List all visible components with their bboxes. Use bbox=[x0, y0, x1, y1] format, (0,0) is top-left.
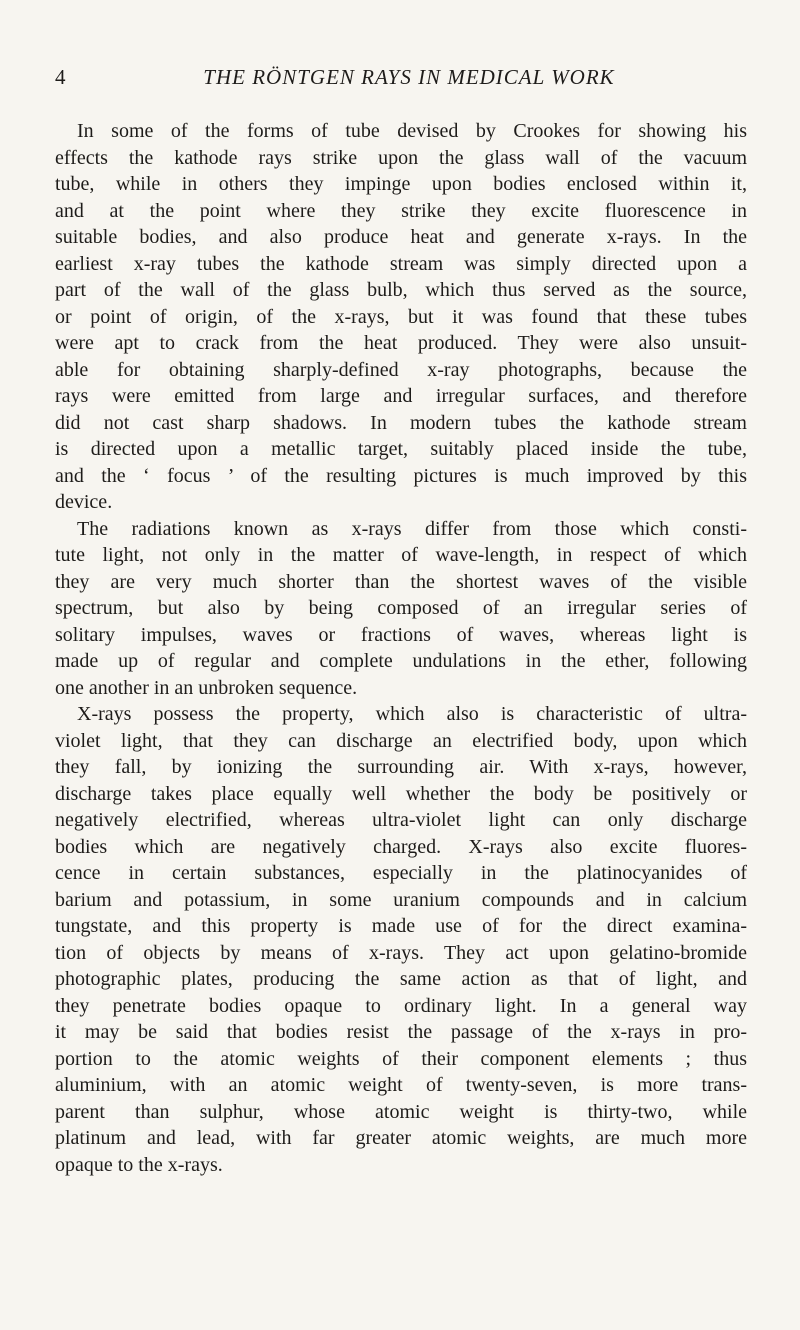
text-line: photographic plates, producing the same action as that of light, and bbox=[55, 968, 747, 990]
text-line: they are very much shorter than the shortest waves of the visible bbox=[55, 570, 747, 593]
paragraph-3 bbox=[55, 701, 747, 1178]
text-line: and the ‘ focus ’ of the resulting pictures is much improved by this bbox=[55, 464, 747, 487]
text-line: opaque to the x-rays. bbox=[55, 1153, 223, 1176]
text-line: parent than sulphur, whose atomic weight is thirty-two, while bbox=[55, 1100, 747, 1123]
text-line: aluminium, with an atomic weight of twenty-seven, is more trans- bbox=[55, 1074, 747, 1096]
text-line: tute light, not only in the matter of wave-length, in respect of which bbox=[55, 544, 747, 566]
text-line: tion of objects by means of x-rays. They act upon gelatino-bromide bbox=[55, 941, 747, 964]
text-line: earliest x-ray tubes the kathode stream was simply directed upon a bbox=[55, 252, 747, 275]
text-line: one another in an unbroken sequence. bbox=[55, 676, 358, 699]
page-header bbox=[0, 62, 800, 92]
text-line: negatively electrified, whereas ultra-violet light can only discharge bbox=[55, 809, 747, 831]
text-line: made up of regular and complete undulations in the ether, following bbox=[55, 650, 747, 672]
text-line: barium and potassium, in some uranium compounds and in calcium bbox=[55, 888, 747, 911]
text-line: spectrum, but also by being composed of an irregular series of bbox=[55, 597, 747, 619]
text-line: X-rays possess the property, which also is characteristic of ultra- bbox=[77, 703, 747, 725]
text-line: solitary impulses, waves or fractions of waves, whereas light is bbox=[55, 623, 747, 646]
text-line: and at the point where they strike they excite fluorescence in bbox=[55, 199, 747, 222]
text-line: able for obtaining sharply-defined x-ray photographs, because the bbox=[55, 358, 747, 381]
text-line: tungstate, and this property is made use of for the direct examina- bbox=[55, 915, 747, 937]
text-line: portion to the atomic weights of their component elements ; thus bbox=[55, 1047, 747, 1070]
text-line: rays were emitted from large and irregular surfaces, and therefore bbox=[55, 385, 747, 407]
page-number: 4 bbox=[55, 65, 66, 89]
text-line: is directed upon a metallic target, suitably placed inside the tube, bbox=[55, 438, 747, 460]
body-text bbox=[55, 118, 747, 1178]
text-line: device. bbox=[55, 491, 113, 513]
text-line: The radiations known as x-rays differ from those which consti- bbox=[77, 517, 747, 540]
text-line: did not cast sharp shadows. In modern tubes the kathode stream bbox=[55, 411, 747, 434]
running-title: THE RÖNTGEN RAYS IN MEDICAL WORK bbox=[203, 65, 615, 89]
text-line: were apt to crack from the heat produced. They were also unsuit- bbox=[55, 332, 747, 354]
text-line: In some of the forms of tube devised by Crookes for showing his bbox=[77, 120, 747, 142]
text-line: tube, while in others they impinge upon bodies enclosed within it, bbox=[55, 173, 747, 195]
text-line: they fall, by ionizing the surrounding air. With x-rays, however, bbox=[55, 756, 747, 778]
text-line: it may be said that bodies resist the passage of the x-rays in pro- bbox=[55, 1021, 747, 1043]
text-line: or point of origin, of the x-rays, but it was found that these tubes bbox=[55, 305, 747, 328]
text-line: discharge takes place equally well whether the body be positively or bbox=[55, 782, 747, 805]
paragraph-2 bbox=[55, 516, 747, 702]
text-line: violet light, that they can discharge an electrified body, upon which bbox=[55, 729, 747, 752]
text-line: cence in certain substances, especially in the platinocyanides of bbox=[55, 862, 747, 884]
text-line: effects the kathode rays strike upon the glass wall of the vacuum bbox=[55, 146, 747, 169]
text-line: they penetrate bodies opaque to ordinary light. In a general way bbox=[55, 994, 747, 1017]
text-line: suitable bodies, and also produce heat and generate x-rays. In the bbox=[55, 226, 747, 248]
text-line: part of the wall of the glass bulb, which thus served as the source, bbox=[55, 279, 747, 301]
paragraph-1 bbox=[55, 118, 747, 516]
text-line: platinum and lead, with far greater atomic weights, are much more bbox=[55, 1127, 747, 1149]
text-line: bodies which are negatively charged. X-rays also excite fluores- bbox=[55, 835, 747, 858]
